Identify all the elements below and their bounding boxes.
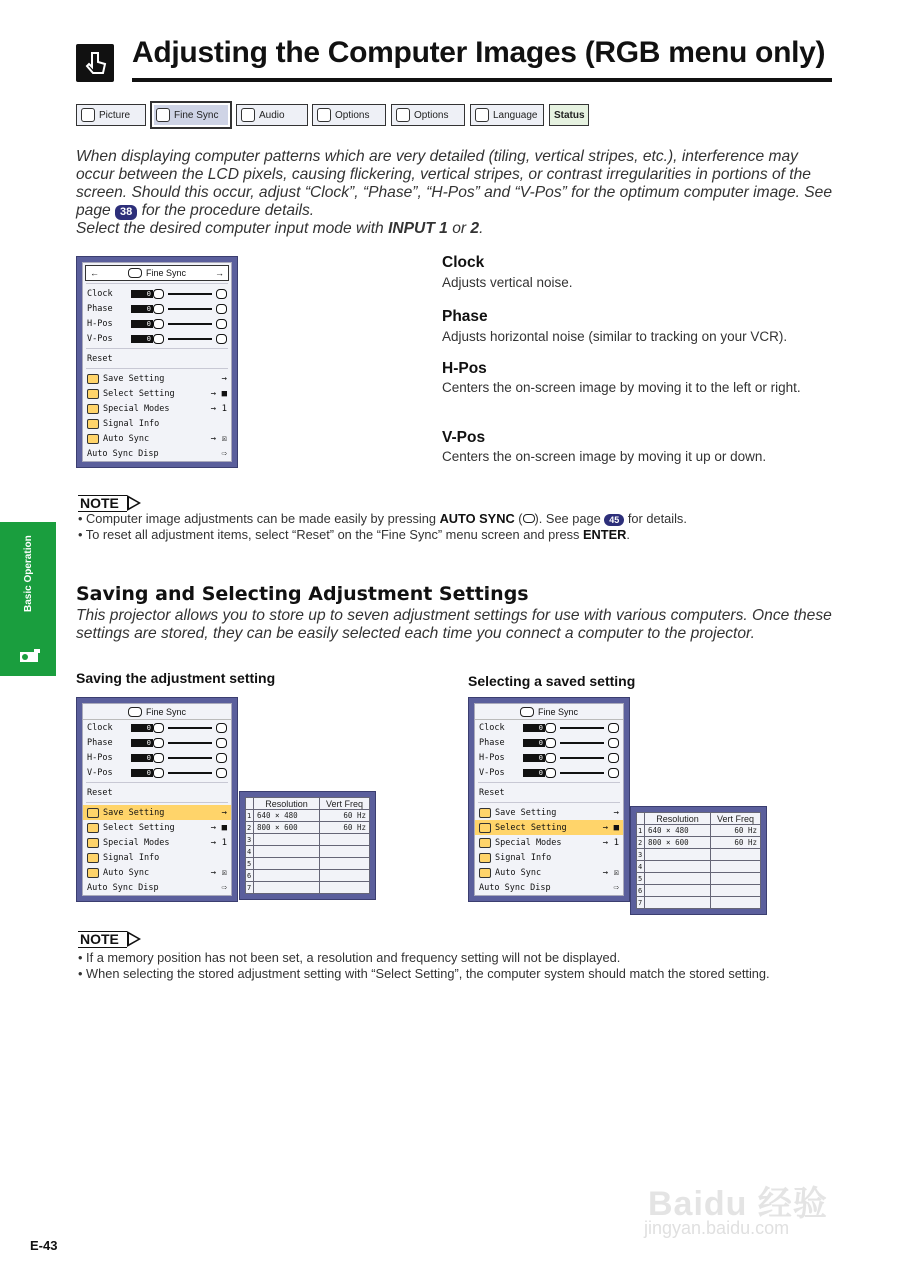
projector-icon <box>16 646 44 666</box>
sync-icon <box>128 707 142 717</box>
tab-language[interactable]: Language <box>470 104 544 126</box>
speaker-icon <box>241 108 255 122</box>
osd-header: ← Fine Sync → <box>85 265 229 281</box>
page-ref-badge[interactable]: 38 <box>115 205 137 220</box>
menu-item-save-setting[interactable]: Save Setting → <box>83 371 231 386</box>
special-modes-icon <box>87 838 99 848</box>
col-vert-freq: Vert Freq <box>711 813 761 825</box>
heading-clock: Clock <box>442 254 485 271</box>
table-row[interactable]: 6 <box>637 885 761 897</box>
heading-phase: Phase <box>442 308 488 325</box>
menu-item-signal-info[interactable]: Signal Info <box>475 850 623 865</box>
menu-item-auto-sync-disp[interactable]: Auto Sync Disp ⇨ <box>87 448 227 459</box>
tab-options-1[interactable]: Options <box>312 104 386 126</box>
slider-v-pos[interactable]: V-Pos 0 <box>83 331 231 346</box>
table-row[interactable]: 6 <box>246 870 370 882</box>
menu-item-auto-sync[interactable]: Auto Sync → ☒ <box>83 431 231 446</box>
watermark-url: jingyan.baidu.com <box>644 1218 790 1238</box>
table-row[interactable]: 3 <box>246 834 370 846</box>
slider-clock[interactable]: Clock 0 <box>475 720 623 735</box>
memory-table-saving <box>239 791 376 900</box>
memory-table-selecting <box>630 806 767 915</box>
slider-phase[interactable]: Phase 0 <box>83 301 231 316</box>
diamond-icon <box>87 389 99 399</box>
tab-status[interactable]: Status <box>549 104 589 126</box>
slider-clock[interactable]: Clock 0 <box>83 286 231 301</box>
desc-clock: Adjusts vertical noise. <box>442 275 573 290</box>
table-row[interactable]: 2 800 × 600 60 Hz <box>246 822 370 834</box>
special-modes-icon <box>87 404 99 414</box>
slider-h-pos[interactable]: H-Pos 0 <box>475 750 623 765</box>
tab-fine-sync[interactable]: Fine Sync <box>150 101 232 129</box>
subheading-saving: Saving the adjustment setting <box>76 670 276 686</box>
osd-header: Fine Sync <box>83 704 231 720</box>
slider-v-pos[interactable]: V-Pos 0 <box>475 765 623 780</box>
diamond-icon <box>479 823 491 833</box>
table-row[interactable]: 1 640 × 480 60 Hz <box>637 825 761 837</box>
menu-item-reset[interactable]: Reset <box>87 787 113 798</box>
intro-text: When displaying computer patterns which are very detailed (tiling, vertical stripes, etc.), interference may occur between the LCD pixels, causing flickering, vertical stripes, or contrast irregularities in portions of the screen. Should this occur, adjust “Clock”, “Phase”, “H-Pos” and “V-Pos” for the optimum computer image. See page 38 for the procedure details. Select the desired computer input mode with INPUT 1 or 2. <box>76 148 833 237</box>
menu-item-special-modes[interactable]: Special Modes → 1 <box>83 401 231 416</box>
sync-icon <box>479 868 491 878</box>
watermark-logo: Baidu 经验 <box>648 1185 828 1223</box>
h-pos-icon <box>153 319 164 329</box>
tab-picture[interactable]: Picture <box>76 104 146 126</box>
desc-h-pos: Centers the on-screen image by moving it to the left or right. <box>442 380 801 395</box>
sync-icon <box>128 268 142 278</box>
heading-h-pos: H-Pos <box>442 360 487 377</box>
menu-item-reset[interactable]: Reset <box>479 787 505 798</box>
note-bullet: • If a memory position has not been set, a resolution and frequency setting will not be displayed. <box>78 950 621 965</box>
options-icon <box>317 108 331 122</box>
hand-pointer-icon <box>76 44 114 82</box>
col-resolution: Resolution <box>645 813 711 825</box>
sync-icon <box>87 868 99 878</box>
note-tag: NOTE <box>78 931 127 948</box>
table-row[interactable]: 4 <box>637 861 761 873</box>
osd-selecting-menu <box>468 697 630 902</box>
menu-item-reset[interactable]: Reset <box>87 353 113 364</box>
col-resolution: Resolution <box>254 798 320 810</box>
page-title: Adjusting the Computer Images (RGB menu only) <box>132 36 826 69</box>
menu-item-select-setting[interactable]: Select Setting → ■ <box>475 820 623 835</box>
phase-icon <box>153 304 164 314</box>
sync-icon <box>87 434 99 444</box>
side-tab-label: Basic Operation <box>23 535 34 612</box>
table-row[interactable]: 1 640 × 480 60 Hz <box>246 810 370 822</box>
tab-options-2[interactable]: Options <box>391 104 465 126</box>
menu-item-auto-sync[interactable]: Auto Sync → ☒ <box>475 865 623 880</box>
diamond-icon <box>87 808 99 818</box>
menu-item-save-setting[interactable]: Save Setting → <box>83 805 231 820</box>
col-vert-freq: Vert Freq <box>320 798 370 810</box>
slider-h-pos[interactable]: H-Pos 0 <box>83 316 231 331</box>
menu-item-auto-sync[interactable]: Auto Sync → ☒ <box>83 865 231 880</box>
menu-item-auto-sync-disp[interactable]: Auto Sync Disp ⇨ <box>87 882 227 893</box>
table-row[interactable]: 4 <box>246 846 370 858</box>
subheading-selecting: Selecting a saved setting <box>468 673 636 689</box>
signal-info-icon <box>87 419 99 429</box>
picture-icon <box>81 108 95 122</box>
menu-item-save-setting[interactable]: Save Setting → <box>475 805 623 820</box>
section-title: Saving and Selecting Adjustment Settings <box>76 583 529 605</box>
sync-icon <box>156 108 170 122</box>
clock-icon <box>153 289 164 299</box>
diamond-icon <box>87 823 99 833</box>
osd-saving-menu <box>76 697 238 902</box>
desc-phase: Adjusts horizontal noise (similar to tracking on your VCR). <box>442 329 788 344</box>
diamond-icon <box>479 808 491 818</box>
note-bullet: • To reset all adjustment items, select “Reset” on the “Fine Sync” menu screen and press ENTER. <box>78 527 630 542</box>
menu-item-select-setting[interactable]: Select Setting → ■ <box>83 820 231 835</box>
sync-icon <box>523 514 535 523</box>
desc-v-pos: Centers the on-screen image by moving it up or down. <box>442 449 767 464</box>
page-ref-badge[interactable]: 45 <box>604 514 624 526</box>
heading-v-pos: V-Pos <box>442 429 486 446</box>
slider-v-pos[interactable]: V-Pos 0 <box>83 765 231 780</box>
note-tag: NOTE <box>78 495 127 512</box>
title-rule <box>132 78 832 82</box>
tab-audio[interactable]: Audio <box>236 104 308 126</box>
slider-clock[interactable]: Clock 0 <box>83 720 231 735</box>
page-number: E-43 <box>30 1238 58 1253</box>
special-modes-icon <box>479 838 491 848</box>
menu-item-auto-sync-disp[interactable]: Auto Sync Disp ⇨ <box>479 882 619 893</box>
sync-icon <box>520 707 534 717</box>
menu-item-special-modes[interactable]: Special Modes → 1 <box>475 835 623 850</box>
v-pos-icon <box>153 334 164 344</box>
menu-item-signal-info[interactable]: Signal Info <box>83 850 231 865</box>
diamond-icon <box>87 374 99 384</box>
section-intro: This projector allows you to store up to seven adjustment settings for use with various computers. Once these settings are stored, they can be easily selected each time you connect a computer to the projector. <box>76 607 832 642</box>
osd-header: Fine Sync <box>475 704 623 720</box>
table-row[interactable]: 5 <box>246 858 370 870</box>
menu-item-select-setting[interactable]: Select Setting → ■ <box>83 386 231 401</box>
options-icon <box>396 108 410 122</box>
slider-phase[interactable]: Phase 0 <box>83 735 231 750</box>
nav-left-arrow[interactable]: ← <box>90 268 99 278</box>
table-row[interactable]: 7 <box>246 882 370 894</box>
nav-right-arrow[interactable]: → <box>215 268 224 278</box>
slider-h-pos[interactable]: H-Pos 0 <box>83 750 231 765</box>
note-bullet: • Computer image adjustments can be made easily by pressing AUTO SYNC ( ). See page 45 for details. <box>78 511 687 526</box>
speech-bubble-icon <box>475 108 489 122</box>
table-row[interactable]: 7 <box>637 897 761 909</box>
signal-info-icon <box>479 853 491 863</box>
menu-item-signal-info[interactable]: Signal Info <box>83 416 231 431</box>
table-row[interactable]: 5 <box>637 873 761 885</box>
table-row[interactable]: 3 <box>637 849 761 861</box>
menu-item-special-modes[interactable]: Special Modes → 1 <box>83 835 231 850</box>
table-row[interactable]: 2 800 × 600 60 Hz <box>637 837 761 849</box>
slider-phase[interactable]: Phase 0 <box>475 735 623 750</box>
osd-fine-sync-menu <box>76 256 238 468</box>
note-bullet: • When selecting the stored adjustment setting with “Select Setting”, the computer system should match the stored setting. <box>78 966 770 981</box>
signal-info-icon <box>87 853 99 863</box>
